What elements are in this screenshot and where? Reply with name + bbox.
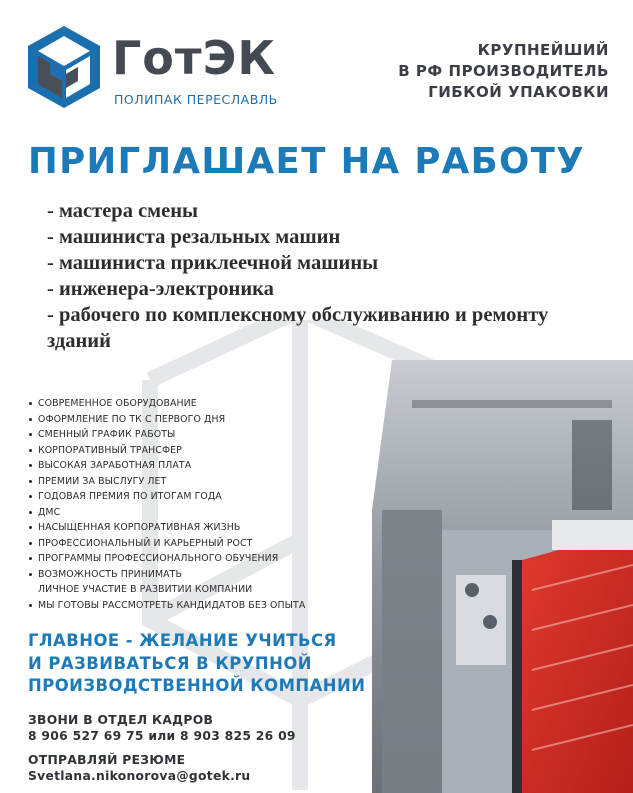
vacancy-list [47,198,617,354]
benefits-list [28,396,373,613]
brand-name: ГотЭК [112,31,276,85]
benefit-item: ПРОФЕССИОНАЛЬНЫЙ И КАРЬЕРНЫЙ РОСТ [28,536,373,552]
benefit-item-continuation: ЛИЧНОЕ УЧАСТИЕ В РАЗВИТИИ КОМПАНИИ [38,584,253,595]
resume-label: ОТПРАВЛЯЙ РЕЗЮМЕ [28,753,186,767]
headline: ПРИГЛАШАЕТ НА РАБОТУ [28,141,586,182]
benefit-item: ВЫСОКАЯ ЗАРАБОТНАЯ ПЛАТА [28,458,373,474]
benefit-item: НАСЫЩЕННАЯ КОРПОРАТИВНАЯ ЖИЗНЬ [28,520,373,536]
vacancy-item: - машиниста резальных машин [47,226,341,248]
benefit-item: ПРОГРАММЫ ПРОФЕССИОНАЛЬНОГО ОБУЧЕНИЯ [28,551,373,567]
slogan-line: ПРОИЗВОДСТВЕННОЙ КОМПАНИИ [28,676,366,695]
gotek-cube-logo-icon [28,26,100,108]
contacts-block [28,712,296,785]
brand-subtitle: ПОЛИПАК ПЕРЕСЛАВЛЬ [114,92,278,107]
tagline-line: В РФ ПРОИЗВОДИТЕЛЬ [398,62,609,80]
benefit-item: СОВРЕМЕННОЕ ОБОРУДОВАНИЕ [28,396,373,412]
vacancy-item: - инженера-электроника [47,278,274,300]
call-label: ЗВОНИ В ОТДЕЛ КАДРОВ [28,713,214,727]
benefit-item: КОРПОРАТИВНЫЙ ТРАНСФЕР [28,443,373,459]
email-address: Svetlana.nikonorova@gotek.ru [28,769,251,783]
vacancy-item: - мастера смены [47,200,199,222]
slogan [28,630,365,698]
benefit-item: ГОДОВАЯ ПРЕМИЯ ПО ИТОГАМ ГОДА [28,489,373,505]
tagline [398,40,609,103]
tagline-line: ГИБКОЙ УПАКОВКИ [428,83,609,101]
printing-press-photo [372,360,633,793]
benefit-item: МЫ ГОТОВЫ РАССМОТРЕТЬ КАНДИДАТОВ БЕЗ ОПЫТА [28,598,373,614]
slogan-line: И РАЗВИВАТЬСЯ В КРУПНОЙ [28,653,313,673]
benefit-item: ПРЕМИИ ЗА ВЫСЛУГУ ЛЕТ [28,474,373,490]
benefit-item: ДМС [28,505,373,521]
benefit-item: ОФОРМЛЕНИЕ ПО ТК С ПЕРВОГО ДНЯ [28,412,373,428]
phone-numbers: 8 906 527 69 75 или 8 903 825 26 09 [28,729,296,743]
benefit-item: ВОЗМОЖНОСТЬ ПРИНИМАТЬ [28,567,373,583]
vacancy-item: - машиниста приклеечной машины [47,252,379,274]
benefit-item: СМЕННЫЙ ГРАФИК РАБОТЫ [28,427,373,443]
slogan-line: ГЛАВНОЕ - ЖЕЛАНИЕ УЧИТЬСЯ [28,631,337,650]
tagline-line: КРУПНЕЙШИЙ [477,41,609,59]
vacancy-item: - рабочего по комплексному обслуживанию и ремонту зданий [47,304,549,352]
